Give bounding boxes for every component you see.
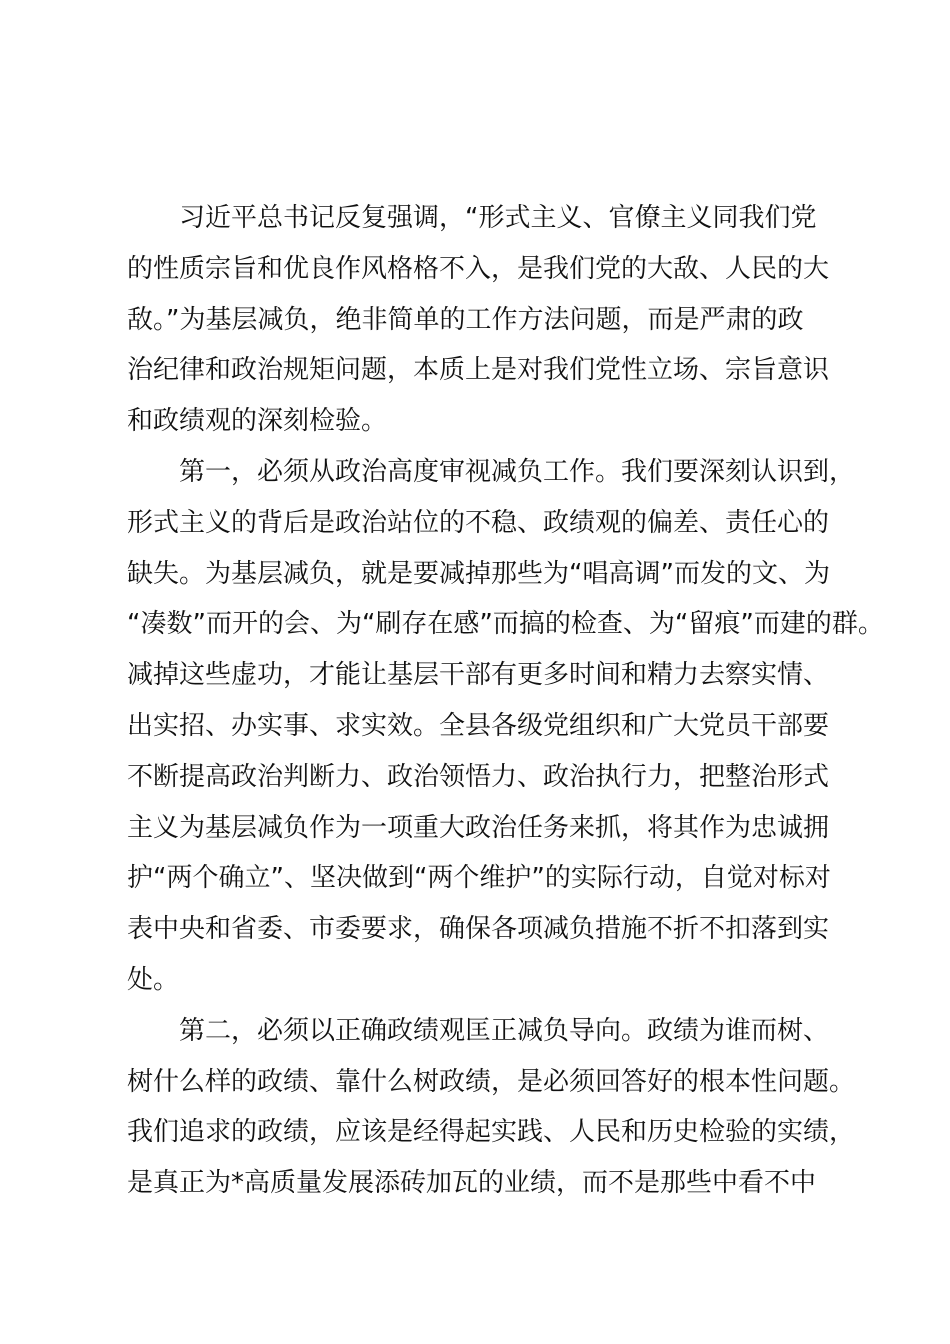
text-line: 缺失。为基层减负，就是要减掉那些为“唱高调”而发的文、为	[127, 558, 830, 589]
text-line: “凑数”而开的会、为“刷存在感”而搞的检查、为“留痕”而建的群。	[127, 609, 884, 640]
text-line: 树什么样的政绩、靠什么树政绩，是必须回答好的根本性问题。	[127, 1066, 856, 1097]
text-line: 减掉这些虚功，才能让基层干部有更多时间和精力去察实情、	[127, 660, 830, 691]
text-line: 敌。”为基层减负，绝非简单的工作方法问题，而是严肃的政	[127, 304, 804, 335]
text-line: 处。	[127, 964, 180, 995]
text-line: 不断提高政治判断力、政治领悟力、政治执行力，把整治形式	[127, 761, 830, 792]
text-line: 习近平总书记反复强调，“形式主义、官僚主义同我们党	[179, 203, 817, 233]
paragraph-first-point	[127, 447, 884, 1006]
text-line: 出实招、办实事、求实效。全县各级党组织和广大党员干部要	[127, 710, 830, 741]
paragraph-intro	[127, 193, 832, 447]
text-line: 的性质宗旨和优良作风格格不入，是我们党的大敌、人民的大	[127, 253, 830, 284]
text-line: 形式主义的背后是政治站位的不稳、政绩观的偏差、责任心的	[127, 507, 830, 538]
text-line: 主义为基层减负作为一项重大政治任务来抓，将其作为忠诚拥	[127, 812, 830, 843]
text-line: 第二，必须以正确政绩观匡正减负导向。政绩为谁而树、	[179, 1015, 830, 1046]
text-line: 第一，必须从政治高度审视减负工作。我们要深刻认识到，	[179, 456, 856, 487]
paragraph-second-point	[127, 1006, 856, 1209]
text-line: 是真正为*高质量发展添砖加瓦的业绩，而不是那些中看不中	[127, 1168, 817, 1199]
document-body	[127, 193, 884, 1209]
text-line: 护“两个确立”、坚决做到“两个维护”的实际行动，自觉对标对	[127, 863, 831, 894]
text-line: 治纪律和政治规矩问题，本质上是对我们党性立场、宗旨意识	[127, 355, 830, 386]
text-line: 我们追求的政绩，应该是经得起实践、人民和历史检验的实绩，	[127, 1117, 856, 1148]
text-line: 和政绩观的深刻检验。	[127, 406, 388, 437]
text-line: 表中央和省委、市委要求，确保各项减负措施不折不扣落到实	[127, 914, 830, 945]
